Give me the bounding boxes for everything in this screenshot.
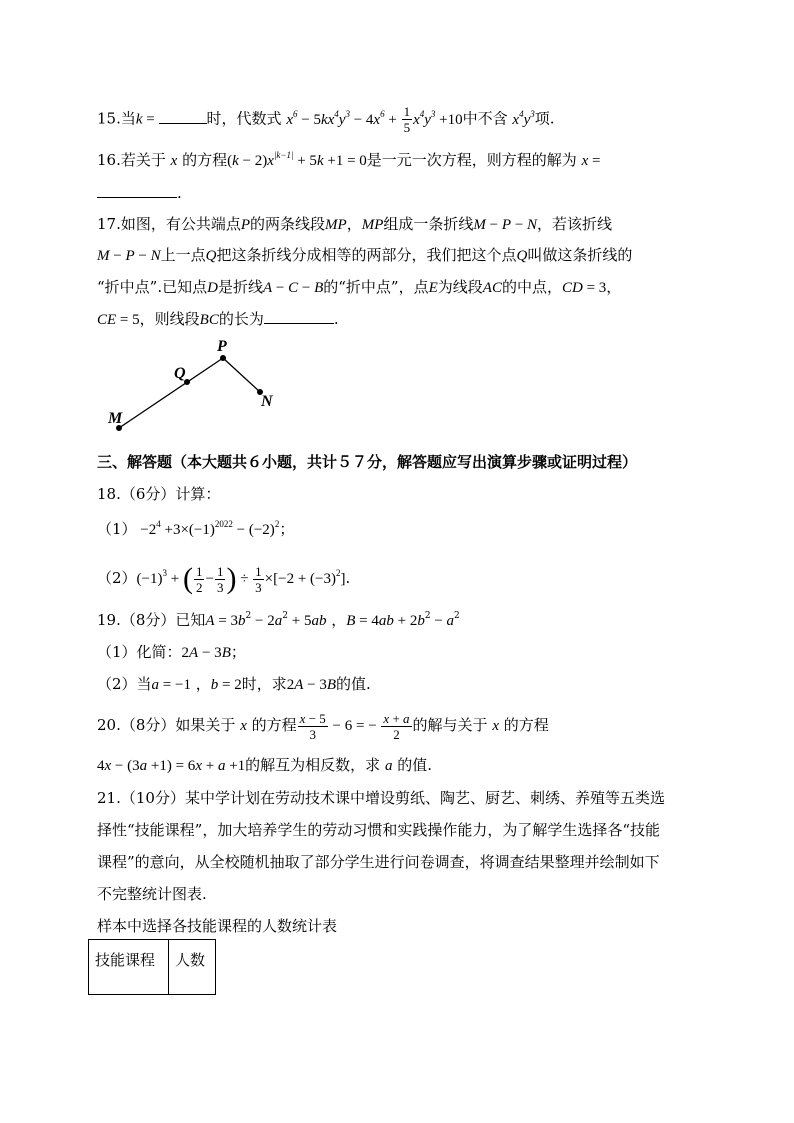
label-m: M	[108, 410, 123, 427]
q20-text-b: 的方程	[251, 716, 297, 734]
q18-part-1: $(1) -2^4 +3\times(-1)^{2022} - (-2)^2$；	[97, 519, 295, 538]
q19-p2-b: 时，求	[241, 675, 287, 693]
answer-blank	[264, 308, 334, 324]
q17-text-3d: 为线段	[437, 278, 483, 296]
course-count-table	[88, 939, 216, 995]
q16-text-a: 若关于	[120, 151, 166, 169]
q17-text-2c: 叫做这条折线的	[527, 246, 633, 264]
q15-text-d: 项.	[534, 109, 555, 128]
q17-text-1c: 组成一条折线	[383, 215, 474, 233]
segment-pn	[223, 358, 260, 392]
q21-line-2: 择性“技能课程”，加大培养学生的劳动习惯和实践操作能力，为了解学生选择各“技能	[97, 821, 661, 839]
q15-number: 15.	[97, 109, 121, 128]
q19-title: 19.（8分）已知$A = 3b^2 - 2a^2 + 5ab$ ，$B = 4ab + 2b^2 - a^2$	[97, 611, 460, 629]
q17-text-1b: 的两条线段	[250, 215, 326, 233]
q20-text-2b: 的解互为相反数，求	[245, 756, 381, 774]
q15-expression: $x^6 - 5kx^4y^3 - 4x^6$ +	[286, 108, 401, 128]
q18-p2-label: （2）	[97, 569, 137, 587]
table-header-count: 人数	[169, 940, 216, 995]
q15-text-b: 时，代数式	[206, 109, 282, 128]
q17-text-4c: 的长为	[218, 310, 264, 328]
q16-answer-line: .	[97, 182, 182, 204]
point-p	[220, 355, 226, 361]
question-16: 16.若关于 x 的方程$(k - 2)x^{|k-1|} + 5k +1 = 0$是一元一次方程，则方程的解为 x =	[97, 150, 601, 169]
q18-p1-expression: $-2^4 +3\times(-1)^{2022} - (-2)^2$	[136, 519, 280, 538]
q21-table-caption: 样本中选择各技能课程的人数统计表	[97, 917, 338, 935]
q16-text-b: 的方程	[182, 151, 228, 169]
q19-part-2: （2）当a = −1 ，b = 2时，求2A − 3B的值.	[97, 675, 371, 693]
q21-line-3: 课程”的意向，从全校随机抽取了部分学生进行问卷调查，将调查结果整理并绘制如下	[97, 853, 660, 871]
answer-blank	[97, 182, 177, 198]
table-header-row	[89, 940, 216, 995]
q16-number: 16.	[97, 151, 121, 169]
q17-text-3b: 是折线	[217, 278, 263, 296]
q17-text-3a: “折中点”.已知点	[97, 278, 208, 296]
q20-text-c: 的解与关于	[412, 716, 488, 734]
label-n: N	[261, 393, 273, 410]
segment-mp	[119, 358, 223, 428]
q15-text-a: 当	[120, 109, 136, 128]
answer-blank	[159, 108, 207, 124]
table-header-course: 技能课程	[89, 940, 169, 995]
q19-title-text: 19.（8分）已知	[97, 611, 206, 629]
question-15: 15.当k = 时，代数式 $x^6 - 5kx^4y^3 - 4x^6$ + $\frac{1}{5}$ $x^4y^3 +10$中不含 $x^4y^3$项.	[97, 104, 555, 135]
label-q: Q	[174, 365, 186, 382]
q21-line-1: 21.（10分）某中学计划在劳动技术课中增设剪纸、陶艺、厨艺、刺绣、养殖等五类选	[97, 789, 665, 807]
q16-equation: $(k - 2)x^{|k-1|} + 5k +1 = 0$	[227, 150, 367, 169]
q20-text-d: 的方程	[503, 716, 549, 734]
q19-p2-a: （2）当	[97, 675, 152, 693]
q19-p2-c: 的值.	[336, 675, 371, 693]
section-3-heading: 三、解答题（本大题共６小题，共计５７分，解答题应写出演算步骤或证明过程）	[97, 453, 638, 471]
q19-part-1: （1）化简：2A − 3B；	[97, 643, 246, 661]
q17-text-2a: 上一点	[160, 246, 206, 264]
q15-text-c: 中不含	[462, 109, 508, 128]
q17-text-1d: ，若该折线	[537, 215, 613, 233]
q18-p1-label: （1）	[97, 520, 137, 538]
q21-line-4: 不完整统计图表.	[97, 885, 207, 903]
q17-text-4b: ，则线段	[139, 310, 200, 328]
q17-text-1: 17.如图，有公共端点	[97, 215, 241, 233]
label-p: P	[217, 338, 227, 355]
q17-line-2: M − P − N上一点Q把这条折线分成相等的两部分，我们把这个点Q叫做这条折线的	[97, 246, 633, 264]
q17-text-3c: 的“折中点”，点	[323, 278, 429, 296]
polyline-figure	[100, 335, 290, 435]
q20-line-2: 4x − (3a +1) = 6x + a +1的解互为相反数，求 a 的值.	[97, 756, 433, 774]
q17-line-3: “折中点”.已知点D是折线A − C − B的“折中点”，点E为线段AC的中点，CD = 3，	[97, 278, 622, 296]
q20-title: 20.（8分）如果关于	[97, 716, 236, 734]
q20-line-1: 20.（8分）如果关于 x 的方程 $\frac{x - 5}{3}$ − 6 = − $\frac{x + a}{2}$ 的解与关于 x 的方程	[97, 710, 549, 742]
q19-p1-label: （1）化简：	[97, 643, 182, 661]
q18-part-2: $(2)(-1)^3$ + ( $\frac{1}{2}$ − $\frac{1}{3}$ ) ÷ $\frac{1}{3}$ $\times[-2 + (-3)^2]$.	[97, 562, 351, 595]
q17-text-2b: 把这条折线分成相等的两部分，我们把这个点	[216, 246, 517, 264]
q17-line-1: 17.如图，有公共端点P的两条线段MP，MP组成一条折线M − P − N，若该折线	[97, 215, 613, 233]
q20-text-2c: 的值.	[397, 756, 433, 774]
q17-line-4: CE = 5，则线段BC的长为 .	[97, 310, 339, 328]
q18-title: 18.（6分）计算：	[97, 485, 221, 503]
q17-text-3e: 的中点，	[501, 278, 562, 296]
q16-text-c: 是一元一次方程，则方程的解为	[366, 151, 577, 169]
